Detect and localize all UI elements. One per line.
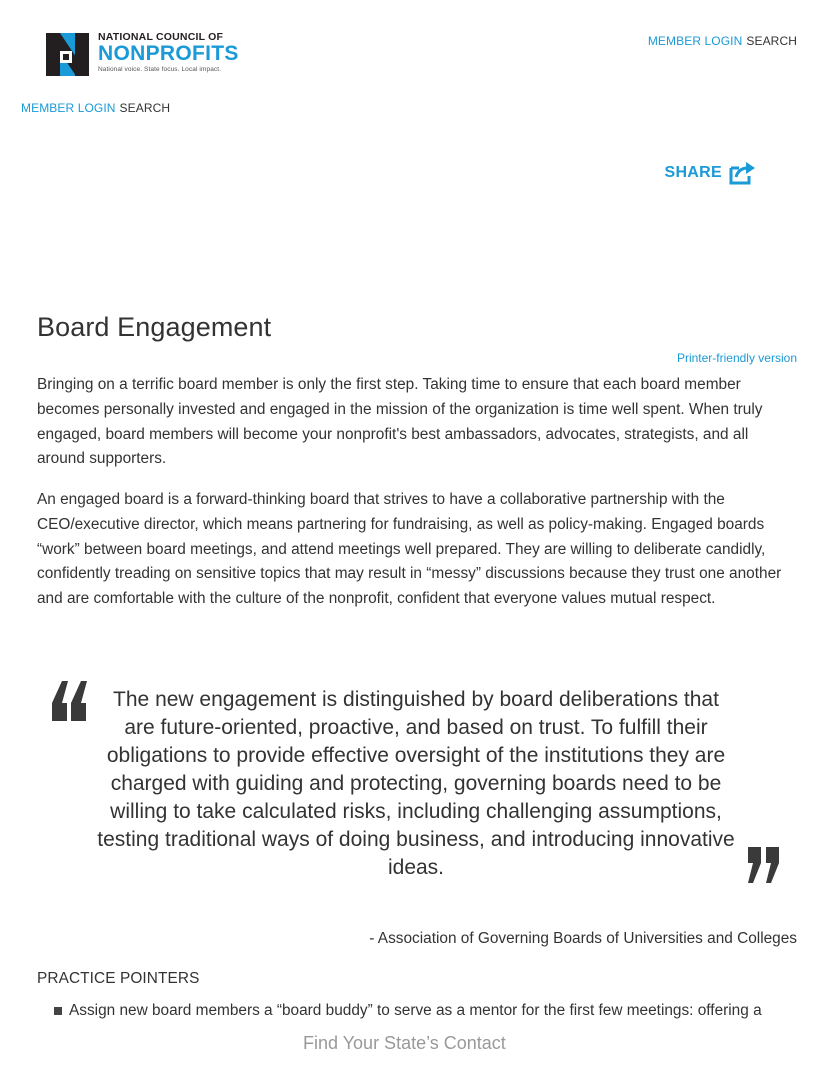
logo-tagline: National voice. State focus. Local impact. bbox=[98, 66, 222, 73]
intro-paragraph: Bringing on a terrific board member is only the first step. Taking time to ensure that each board member becomes personally invested and engaged in the mission of the organization is time well spent. When truly engaged, board members will become your nonprofit's best ambassadors, advocates, strategists, and all around supporters. bbox=[37, 376, 763, 468]
share-button[interactable] bbox=[664, 160, 756, 186]
share-icon bbox=[728, 160, 756, 186]
close-quote-icon bbox=[746, 845, 782, 885]
pointer-text: Assign new board members a “board buddy” to serve as a mentor for the first few meetings: offering a bbox=[69, 1002, 762, 1019]
search-link-secondary[interactable]: SEARCH bbox=[119, 101, 171, 115]
logo-line-1: NATIONAL COUNCIL OF bbox=[98, 31, 224, 43]
open-quote-icon bbox=[50, 677, 88, 723]
share-label: SHARE bbox=[664, 164, 722, 181]
member-login-link-secondary[interactable]: MEMBER LOGIN bbox=[21, 101, 116, 115]
member-login-link[interactable]: MEMBER LOGIN bbox=[647, 34, 743, 48]
search-link[interactable]: SEARCH bbox=[746, 34, 797, 48]
utility-nav-top bbox=[648, 34, 797, 48]
site-logo[interactable] bbox=[46, 30, 246, 78]
engaged-board-paragraph: An engaged board is a forward-thinking board that strives to have a collaborative partnership with the CEO/executive director, which means partnering for fundraising, as well as policy-making. Engaged boards “work” between board meetings, and attend meetings well prepared. They are willing to deliberate candidly, confidently treading on sensitive topics that may result in “messy” discussions because they trust one another and are comfortable with the culture of the nonprofit, confident that everyone values mutual respect. bbox=[37, 491, 782, 608]
page-title: Board Engagement bbox=[37, 312, 272, 342]
quote-attribution: - Association of Governing Boards of Universities and Colleges bbox=[369, 930, 797, 947]
square-bullet-icon bbox=[54, 1007, 62, 1015]
list-item bbox=[37, 1000, 807, 1022]
find-state-contact-link[interactable]: Find Your State’s Contact bbox=[303, 1033, 506, 1053]
printer-friendly-link[interactable]: Printer-friendly version bbox=[676, 351, 797, 365]
practice-pointers-list bbox=[37, 1000, 807, 1022]
pull-quote: The new engagement is distinguished by board deliberations that are future-oriented, proactive, and based on trust. To fulfill their obligations to provide effective oversight of the institutions they are charged with guiding and protecting, governing boards need to be willing to take calculated risks, including challenging assumptions, testing traditional ways of doing business, and introducing innovative ideas. bbox=[97, 688, 735, 879]
practice-pointers-heading: PRACTICE POINTERS bbox=[37, 970, 200, 987]
logo-line-2: NONPROFITS bbox=[98, 42, 239, 65]
utility-nav-secondary bbox=[21, 101, 170, 115]
logo-mark-icon bbox=[46, 33, 89, 76]
